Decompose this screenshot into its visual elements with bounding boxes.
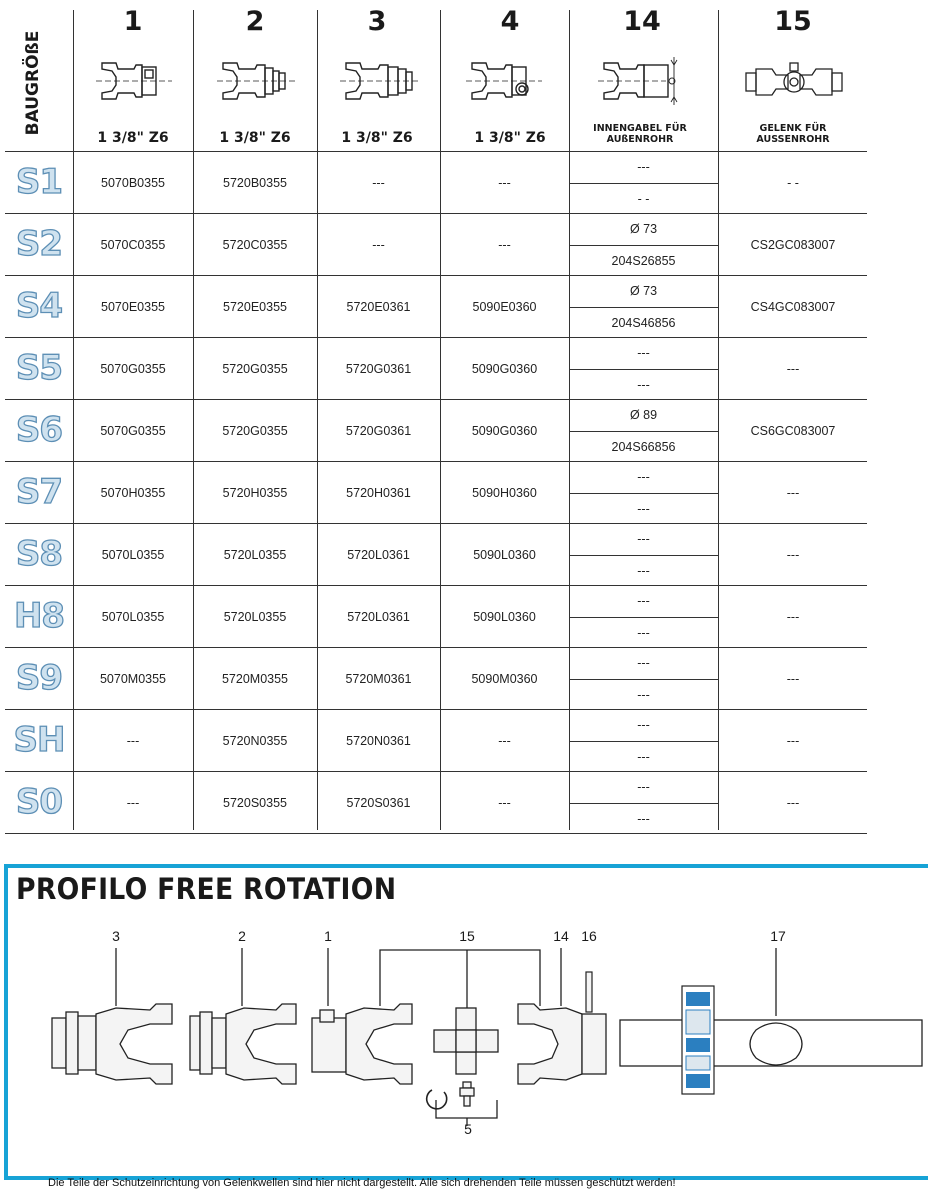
inner-yoke-tube-icon: [518, 1004, 606, 1084]
table-cell: ---: [637, 750, 650, 764]
part-label-15: 15: [459, 928, 475, 944]
table-cell: 5720H0355: [222, 486, 288, 500]
table-cell: ---: [786, 362, 800, 376]
table-cell: 5090E0360: [472, 300, 537, 314]
column-subtitle-14-line2: AUßENROHR: [606, 134, 674, 145]
table-cell: 5720L0361: [347, 548, 410, 562]
grid-line: [5, 585, 867, 586]
table-cell: ---: [637, 470, 650, 484]
table-cell: ---: [637, 160, 650, 174]
part-label-1: 1: [324, 928, 332, 944]
grid-line: [5, 771, 867, 772]
table-cell: 5070M0355: [99, 672, 167, 686]
column-subtitle-15: [733, 123, 853, 145]
yoke-bolt-icon: [466, 55, 542, 107]
column-number-15: 15: [774, 6, 812, 37]
grid-line: [5, 647, 867, 648]
column-number-2: 2: [245, 6, 265, 37]
table-cell: ---: [637, 688, 650, 702]
table-cell: 5720E0361: [346, 300, 411, 314]
table-cell: ---: [372, 176, 385, 190]
table-cell: ---: [637, 378, 650, 392]
column-subtitle-14: [580, 123, 700, 145]
part-label-2: 2: [238, 928, 246, 944]
grid-line: [570, 245, 718, 246]
warning-label-icon: [682, 986, 714, 1094]
table-cell: 5720G0355: [222, 362, 288, 376]
table-cell: ---: [637, 594, 650, 608]
table-cell: ---: [498, 796, 511, 810]
table-cell: 204S66856: [611, 440, 676, 454]
table-cell: 5720G0361: [345, 362, 412, 376]
column-number-3: 3: [367, 6, 387, 37]
profile-tube-icon: [620, 1020, 922, 1066]
grid-line: [193, 10, 194, 830]
table-cell: ---: [637, 780, 650, 794]
table-cell: 5720S0355: [223, 796, 287, 810]
grid-line: [5, 213, 867, 214]
size-label: S4: [15, 286, 63, 326]
size-label: S0: [15, 782, 63, 822]
size-label: S7: [15, 472, 63, 512]
table-cell: 5720G0355: [222, 424, 288, 438]
table-cell: ---: [637, 564, 650, 578]
table-cell: ---: [498, 176, 511, 190]
table-cell: 5070G0355: [100, 362, 166, 376]
table-cell: 5070L0355: [101, 610, 165, 624]
table-cell: ---: [637, 626, 650, 640]
grid-line: [570, 679, 718, 680]
circlip-icon: [427, 1090, 447, 1109]
table-cell: ---: [126, 796, 140, 810]
size-label: S1: [15, 162, 63, 202]
size-label: S8: [15, 534, 63, 574]
table-cell: 204S46856: [611, 316, 676, 330]
size-label: S6: [15, 410, 63, 450]
column-subtitle-15-line2: AUSSENROHR: [756, 134, 830, 145]
grid-line: [570, 555, 718, 556]
table-cell: ---: [786, 734, 800, 748]
table-cell: 5070C0355: [100, 238, 166, 252]
table-cell: 5090G0360: [471, 424, 538, 438]
footer-note: Die Teile der Schutzeinrichtung von Gelenkwellen sind hier nicht dargestellt. Alle sich drehenden Teile müssen geschützt werden!: [48, 1177, 676, 1189]
table-cell: 5720L0355: [223, 610, 287, 624]
table-cell: 5070G0355: [100, 424, 166, 438]
grid-line: [718, 10, 719, 830]
table-cell: 5070B0355: [101, 176, 165, 190]
inner-yoke-tube-icon: [598, 55, 690, 107]
column-subtitle-2: 1 3/8" Z6: [219, 130, 291, 146]
table-cell: 5720G0361: [345, 424, 412, 438]
table-cell: 5090L0360: [473, 610, 536, 624]
grease-nipple-icon: [460, 1082, 474, 1106]
table-cell: ---: [126, 734, 140, 748]
part-label-17: 17: [770, 928, 786, 944]
grid-line: [570, 369, 718, 370]
table-cell: 5090L0360: [473, 548, 536, 562]
table-cell: ---: [372, 238, 385, 252]
table-cell: 5720M0361: [345, 672, 412, 686]
table-cell: 5720C0355: [222, 238, 288, 252]
table-cell: 5090M0360: [471, 672, 538, 686]
table-cell: 5720S0361: [346, 796, 411, 810]
table-cell: CS6GC083007: [750, 424, 836, 438]
table-cell: ---: [637, 718, 650, 732]
table-cell: 5720N0355: [222, 734, 288, 748]
size-label: S5: [15, 348, 63, 388]
table-cell: Ø 73: [629, 222, 658, 236]
grid-line: [5, 833, 867, 834]
grid-line: [440, 10, 441, 830]
grid-line: [570, 183, 718, 184]
grid-line: [5, 275, 867, 276]
table-cell: 5720N0361: [346, 734, 411, 748]
table-cell: 5090H0360: [472, 486, 537, 500]
part-label-3: 3: [112, 928, 120, 944]
section-title: PROFILO FREE ROTATION: [16, 872, 397, 906]
table-cell: Ø 73: [629, 284, 658, 298]
table-cell: - -: [637, 192, 650, 206]
grid-line: [570, 493, 718, 494]
table-cell: 204S26855: [611, 254, 676, 268]
grid-line: [570, 617, 718, 618]
table-cell: 5720E0355: [223, 300, 287, 314]
yoke-bolt-icon: [217, 55, 297, 107]
row-header-label: BAUGRÖßE: [23, 30, 43, 136]
cross-journal-icon: [434, 1008, 498, 1074]
column-subtitle-15-line1: GELENK FÜR: [759, 123, 827, 134]
table-cell: ---: [498, 734, 511, 748]
grid-line: [5, 399, 867, 400]
table-cell: ---: [637, 532, 650, 546]
yoke-splined-icon: [52, 1004, 172, 1084]
table-cell: Ø 89: [629, 408, 658, 422]
grid-line: [5, 151, 867, 152]
table-cell: 5070H0355: [100, 486, 166, 500]
grid-line: [570, 803, 718, 804]
grid-line: [570, 431, 718, 432]
table-cell: 5070E0355: [101, 300, 165, 314]
column-subtitle-14-line1: INNENGABEL FÜR: [593, 123, 687, 134]
retaining-ring-icon: [586, 972, 592, 1012]
part-label-16: 16: [581, 928, 597, 944]
column-subtitle-1: 1 3/8" Z6: [97, 130, 169, 146]
table-cell: ---: [637, 502, 650, 516]
table-cell: ---: [786, 796, 800, 810]
column-number-4: 4: [500, 6, 520, 37]
part-label-14: 14: [553, 928, 569, 944]
table-cell: 5720M0355: [221, 672, 289, 686]
table-cell: 5720B0355: [223, 176, 287, 190]
size-label: H8: [13, 596, 65, 636]
table-cell: 5090G0360: [471, 362, 538, 376]
size-label: SH: [13, 720, 65, 760]
universal-joint-icon: [742, 55, 846, 107]
grid-line: [570, 741, 718, 742]
grid-line: [5, 523, 867, 524]
size-label: S2: [15, 224, 63, 264]
yoke-bolt-icon: [312, 1004, 412, 1084]
table-cell: ---: [637, 346, 650, 360]
table-cell: ---: [786, 672, 800, 686]
table-cell: ---: [498, 238, 511, 252]
table-cell: ---: [786, 548, 800, 562]
table-cell: CS2GC083007: [750, 238, 836, 252]
table-cell: 5720L0361: [347, 610, 410, 624]
column-subtitle-3: 1 3/8" Z6: [341, 130, 413, 146]
table-cell: CS4GC083007: [750, 300, 836, 314]
table-cell: ---: [786, 610, 800, 624]
table-cell: ---: [637, 812, 650, 826]
size-label: S9: [15, 658, 63, 698]
column-number-1: 1: [123, 6, 143, 37]
yoke-splined-icon: [96, 55, 172, 107]
grid-line: [570, 307, 718, 308]
grid-line: [5, 461, 867, 462]
table-cell: 5070L0355: [101, 548, 165, 562]
table-cell: 5720L0355: [223, 548, 287, 562]
table-cell: - -: [787, 176, 799, 190]
grid-line: [5, 337, 867, 338]
column-number-14: 14: [623, 6, 661, 37]
column-subtitle-4: 1 3/8" Z6: [474, 130, 546, 146]
table-cell: ---: [637, 656, 650, 670]
yoke-bolt-icon: [190, 1004, 296, 1084]
grid-line: [5, 709, 867, 710]
table-cell: 5720H0361: [346, 486, 411, 500]
exploded-diagram: [0, 920, 930, 1130]
yoke-splined-icon: [340, 55, 420, 107]
table-cell: ---: [786, 486, 800, 500]
part-label-5: 5: [464, 1121, 472, 1137]
